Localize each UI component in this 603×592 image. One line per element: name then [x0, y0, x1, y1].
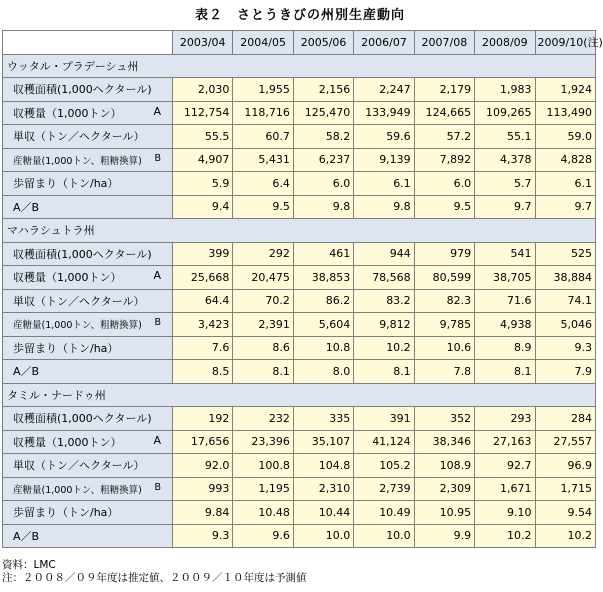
- value-cell: 100.8: [233, 454, 293, 478]
- row-label-suffix: A: [153, 269, 161, 283]
- value-cell: 38,705: [475, 266, 535, 290]
- row-label: [3, 454, 173, 478]
- row-label: [3, 477, 173, 501]
- value-cell: 9.84: [173, 501, 233, 525]
- value-cell: 335: [293, 407, 353, 431]
- value-cell: 1,195: [233, 477, 293, 501]
- value-cell: 35,107: [293, 430, 353, 454]
- value-cell: 59.6: [354, 125, 414, 149]
- value-cell: 8.5: [173, 360, 233, 384]
- value-cell: 10.2: [475, 524, 535, 548]
- value-cell: 64.4: [173, 289, 233, 313]
- year-header: 2006/07: [354, 31, 414, 55]
- row-label: [3, 289, 173, 313]
- row-label-suffix: B: [154, 152, 161, 164]
- row-label-text: 単収（トン／ヘクタール）: [13, 459, 145, 473]
- row-label: [3, 336, 173, 360]
- value-cell: 192: [173, 407, 233, 431]
- row-label: [3, 195, 173, 219]
- table-row: [3, 172, 596, 196]
- value-cell: 293: [475, 407, 535, 431]
- table-row: [3, 336, 596, 360]
- table-row: [3, 195, 596, 219]
- value-cell: 2,309: [414, 477, 474, 501]
- region-row: [3, 383, 596, 407]
- row-label: [3, 125, 173, 149]
- value-cell: 6.0: [293, 172, 353, 196]
- value-cell: 7.6: [173, 336, 233, 360]
- row-label: [3, 101, 173, 125]
- row-label: [3, 148, 173, 172]
- value-cell: 10.44: [293, 501, 353, 525]
- table-row: [3, 313, 596, 337]
- value-cell: 9,812: [354, 313, 414, 337]
- value-cell: 8.0: [293, 360, 353, 384]
- value-cell: 23,396: [233, 430, 293, 454]
- value-cell: 70.2: [233, 289, 293, 313]
- row-label-text: 産糖量(1,000トン、粗糖換算): [13, 320, 142, 332]
- value-cell: 82.3: [414, 289, 474, 313]
- header-row: [3, 31, 596, 55]
- value-cell: 232: [233, 407, 293, 431]
- value-cell: 9.4: [173, 195, 233, 219]
- value-cell: 25,668: [173, 266, 233, 290]
- value-cell: 2,247: [354, 78, 414, 102]
- row-label-text: 歩留まり（トン/ha）: [13, 341, 119, 355]
- value-cell: 9.9: [414, 524, 474, 548]
- table-row: [3, 148, 596, 172]
- value-cell: 399: [173, 242, 233, 266]
- row-label: [3, 242, 173, 266]
- value-cell: 80,599: [414, 266, 474, 290]
- value-cell: 92.7: [475, 454, 535, 478]
- value-cell: 979: [414, 242, 474, 266]
- value-cell: 8.9: [475, 336, 535, 360]
- row-label: [3, 407, 173, 431]
- table-row: [3, 501, 596, 525]
- value-cell: 38,346: [414, 430, 474, 454]
- value-cell: 55.1: [475, 125, 535, 149]
- value-cell: 55.5: [173, 125, 233, 149]
- row-label-text: 歩留まり（トン/ha）: [13, 506, 119, 520]
- value-cell: 60.7: [233, 125, 293, 149]
- value-cell: 124,665: [414, 101, 474, 125]
- value-cell: 9.54: [535, 501, 595, 525]
- value-cell: 1,983: [475, 78, 535, 102]
- row-label-text: 歩留まり（トン/ha）: [13, 177, 119, 191]
- value-cell: 96.9: [535, 454, 595, 478]
- value-cell: 993: [173, 477, 233, 501]
- table-body: [3, 54, 596, 548]
- value-cell: 10.2: [535, 524, 595, 548]
- source-note: 資料：LMC: [2, 559, 56, 571]
- value-cell: 6.0: [414, 172, 474, 196]
- value-cell: 9.3: [535, 336, 595, 360]
- value-cell: 9.5: [414, 195, 474, 219]
- value-cell: 5.7: [475, 172, 535, 196]
- value-cell: 9.7: [475, 195, 535, 219]
- value-cell: 20,475: [233, 266, 293, 290]
- value-cell: 6.4: [233, 172, 293, 196]
- value-cell: 2,391: [233, 313, 293, 337]
- value-cell: 74.1: [535, 289, 595, 313]
- row-label-text: 単収（トン／ヘクタール）: [13, 130, 145, 144]
- value-cell: 944: [354, 242, 414, 266]
- value-cell: 78,568: [354, 266, 414, 290]
- value-cell: 1,671: [475, 477, 535, 501]
- value-cell: 9.8: [354, 195, 414, 219]
- value-cell: 125,470: [293, 101, 353, 125]
- row-label: [3, 313, 173, 337]
- value-cell: 5,431: [233, 148, 293, 172]
- value-cell: 92.0: [173, 454, 233, 478]
- value-cell: 108.9: [414, 454, 474, 478]
- value-cell: 10.0: [293, 524, 353, 548]
- value-cell: 118,716: [233, 101, 293, 125]
- row-label-suffix: B: [154, 317, 161, 329]
- row-label: [3, 172, 173, 196]
- value-cell: 7.8: [414, 360, 474, 384]
- row-label-text: 収穫面積(1,000ヘクタール): [13, 83, 152, 97]
- row-label-suffix: A: [153, 104, 161, 118]
- value-cell: 6.1: [535, 172, 595, 196]
- value-cell: 5.9: [173, 172, 233, 196]
- value-cell: 8.1: [233, 360, 293, 384]
- value-cell: 83.2: [354, 289, 414, 313]
- table-row: [3, 360, 596, 384]
- region-row: [3, 54, 596, 78]
- row-label-text: 収穫面積(1,000ヘクタール): [13, 247, 152, 261]
- table-row: [3, 477, 596, 501]
- row-label: [3, 430, 173, 454]
- value-cell: 4,938: [475, 313, 535, 337]
- row-label-text: 収穫量（1,000トン）: [13, 106, 122, 120]
- value-cell: 4,907: [173, 148, 233, 172]
- value-cell: 9.5: [233, 195, 293, 219]
- table-row: [3, 78, 596, 102]
- value-cell: 9,139: [354, 148, 414, 172]
- value-cell: 41,124: [354, 430, 414, 454]
- row-label-suffix: B: [154, 481, 161, 493]
- value-cell: 4,378: [475, 148, 535, 172]
- year-header: 2009/10(注): [535, 31, 595, 55]
- value-cell: 113,490: [535, 101, 595, 125]
- value-cell: 71.6: [475, 289, 535, 313]
- value-cell: 525: [535, 242, 595, 266]
- row-label-text: 産糖量(1,000トン、粗糖換算): [13, 155, 142, 167]
- table-row: [3, 266, 596, 290]
- value-cell: 7,892: [414, 148, 474, 172]
- row-label-text: 収穫量（1,000トン）: [13, 271, 122, 285]
- row-label-text: 産糖量(1,000トン、粗糖換算): [13, 484, 142, 496]
- region-name: ウッタル・プラデーシュ州: [3, 54, 596, 78]
- row-label-suffix: A: [153, 433, 161, 447]
- table-row: [3, 407, 596, 431]
- table-row: [3, 125, 596, 149]
- value-cell: 2,156: [293, 78, 353, 102]
- value-cell: 10.8: [293, 336, 353, 360]
- value-cell: 112,754: [173, 101, 233, 125]
- value-cell: 27,163: [475, 430, 535, 454]
- header-corner-cell: [3, 31, 173, 55]
- value-cell: 2,310: [293, 477, 353, 501]
- value-cell: 5,604: [293, 313, 353, 337]
- value-cell: 8.1: [354, 360, 414, 384]
- table-row: [3, 430, 596, 454]
- table-title: 表２ さとうきびの州別生産動向: [194, 8, 405, 23]
- value-cell: 3,423: [173, 313, 233, 337]
- table-row: [3, 524, 596, 548]
- table-row: [3, 454, 596, 478]
- row-label: [3, 360, 173, 384]
- value-cell: 133,949: [354, 101, 414, 125]
- value-cell: 104.8: [293, 454, 353, 478]
- sugarcane-production-table: [2, 30, 603, 548]
- value-cell: 292: [233, 242, 293, 266]
- value-cell: 10.48: [233, 501, 293, 525]
- value-cell: 8.6: [233, 336, 293, 360]
- value-cell: 86.2: [293, 289, 353, 313]
- year-header: 2003/04: [173, 31, 233, 55]
- value-cell: 38,853: [293, 266, 353, 290]
- value-cell: 7.9: [535, 360, 595, 384]
- row-label-text: 単収（トン／ヘクタール）: [13, 294, 145, 308]
- value-cell: 352: [414, 407, 474, 431]
- value-cell: 6,237: [293, 148, 353, 172]
- row-label-text: A／B: [13, 365, 40, 379]
- year-header: 2004/05: [233, 31, 293, 55]
- value-cell: 10.95: [414, 501, 474, 525]
- value-cell: 1,924: [535, 78, 595, 102]
- value-cell: 2,030: [173, 78, 233, 102]
- value-cell: 1,715: [535, 477, 595, 501]
- value-cell: 5,046: [535, 313, 595, 337]
- value-cell: 2,179: [414, 78, 474, 102]
- year-header: 2008/09: [475, 31, 535, 55]
- row-label: [3, 501, 173, 525]
- row-label: [3, 524, 173, 548]
- value-cell: 9.6: [233, 524, 293, 548]
- value-cell: 8.1: [475, 360, 535, 384]
- value-cell: 27,557: [535, 430, 595, 454]
- region-row: [3, 219, 596, 243]
- value-cell: 461: [293, 242, 353, 266]
- value-cell: 10.2: [354, 336, 414, 360]
- value-cell: 9.8: [293, 195, 353, 219]
- year-header: 2005/06: [293, 31, 353, 55]
- year-header: 2007/08: [414, 31, 474, 55]
- value-cell: 10.0: [354, 524, 414, 548]
- value-cell: 284: [535, 407, 595, 431]
- row-label-text: A／B: [13, 200, 40, 214]
- value-cell: 4,828: [535, 148, 595, 172]
- row-label-text: 収穫量（1,000トン）: [13, 435, 122, 449]
- value-cell: 10.6: [414, 336, 474, 360]
- value-cell: 391: [354, 407, 414, 431]
- table-row: [3, 289, 596, 313]
- value-cell: 9,785: [414, 313, 474, 337]
- value-cell: 38,884: [535, 266, 595, 290]
- table-row: [3, 242, 596, 266]
- row-label: [3, 78, 173, 102]
- value-cell: 2,739: [354, 477, 414, 501]
- value-cell: 9.7: [535, 195, 595, 219]
- value-cell: 58.2: [293, 125, 353, 149]
- value-cell: 109,265: [475, 101, 535, 125]
- value-cell: 17,656: [173, 430, 233, 454]
- value-cell: 541: [475, 242, 535, 266]
- value-cell: 57.2: [414, 125, 474, 149]
- row-label: [3, 266, 173, 290]
- value-cell: 6.1: [354, 172, 414, 196]
- estimate-note: 注：２００８／０９年度は推定値、２００９／１０年度は予測値: [2, 572, 307, 584]
- table-notes: [2, 559, 307, 585]
- value-cell: 105.2: [354, 454, 414, 478]
- value-cell: 59.0: [535, 125, 595, 149]
- row-label-text: A／B: [13, 529, 40, 543]
- value-cell: 10.49: [354, 501, 414, 525]
- value-cell: 9.10: [475, 501, 535, 525]
- region-name: タミル・ナードゥ州: [3, 383, 596, 407]
- table-row: [3, 101, 596, 125]
- value-cell: 9.3: [173, 524, 233, 548]
- row-label-text: 収穫面積(1,000ヘクタール): [13, 412, 152, 426]
- region-name: マハラシュトラ州: [3, 219, 596, 243]
- value-cell: 1,955: [233, 78, 293, 102]
